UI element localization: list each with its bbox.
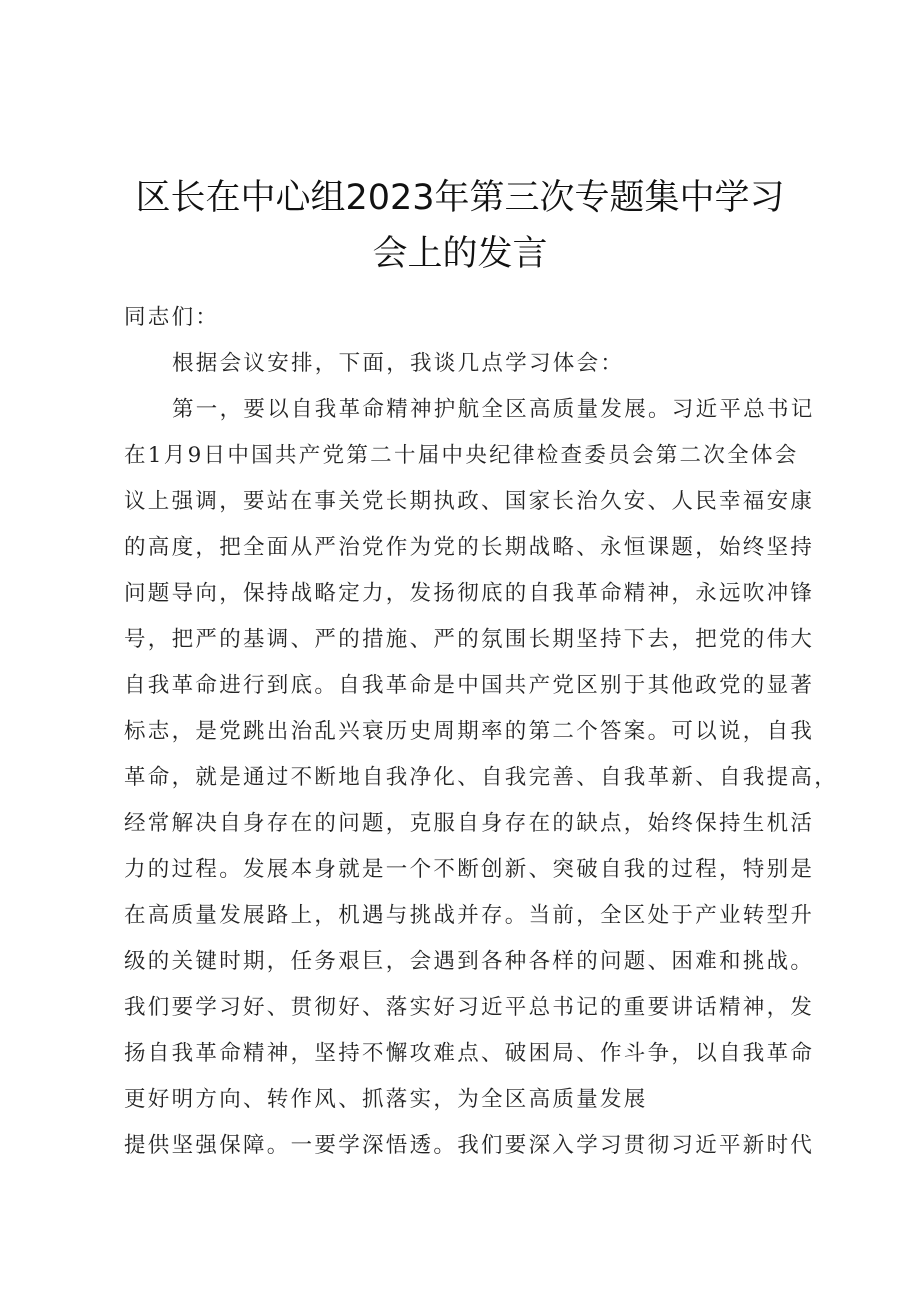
- body-line: 更好明方向、转作风、抓落实，为全区高质量发展: [124, 1087, 648, 1112]
- body-line: 问题导向，保持战略定力，发扬彻底的自我革命精神，永远吹冲锋: [124, 581, 815, 606]
- body-line: 我们要学习好、贯彻好、落实好习近平总书记的重要讲话精神，发: [124, 995, 815, 1020]
- body-line: 在高质量发展路上，机遇与挑战并存。当前，全区处于产业转型升: [124, 903, 815, 928]
- document-title-line-1: 区长在中心组2023年第三次专题集中学习: [135, 178, 785, 218]
- salutation: 同志们：: [124, 305, 220, 330]
- body-line: 在1月9日中国共产党第二十届中央纪律检查委员会第二次全体会: [124, 443, 799, 468]
- body-line: 级的关键时期，任务艰巨，会遇到各种各样的问题、困难和挑战。: [124, 949, 815, 974]
- body-line: 第一，要以自我革命精神护航全区高质量发展。习近平总书记: [172, 397, 815, 422]
- body-line: 革命，就是通过不断地自我净化、自我完善、自我革新、自我提高，: [124, 765, 839, 790]
- body-line: 经常解决自身存在的问题，克服自身存在的缺点，始终保持生机活: [124, 811, 815, 836]
- body-line: 的高度，把全面从严治党作为党的长期战略、永恒课题，始终坚持: [124, 535, 815, 560]
- body-line: 扬自我革命精神，坚持不懈攻难点、破困局、作斗争，以自我革命: [124, 1041, 815, 1066]
- body-line: 标志，是党跳出治乱兴衰历史周期率的第二个答案。可以说，自我: [124, 719, 815, 744]
- document-title-line-2: 会上的发言: [372, 234, 548, 274]
- body-line: 号，把严的基调、严的措施、严的氛围长期坚持下去，把党的伟大: [124, 627, 815, 652]
- body-line: 力的过程。发展本身就是一个不断创新、突破自我的过程，特别是: [124, 857, 815, 882]
- body-line: 议上强调，要站在事关党长期执政、国家长治久安、人民幸福安康: [124, 489, 815, 514]
- body-line: 提供坚强保障。一要学深悟透。我们要深入学习贯彻习近平新时代: [124, 1133, 815, 1158]
- body-line: 自我革命进行到底。自我革命是中国共产党区别于其他政党的显著: [124, 673, 815, 698]
- body-line: 根据会议安排，下面，我谈几点学习体会：: [172, 351, 625, 376]
